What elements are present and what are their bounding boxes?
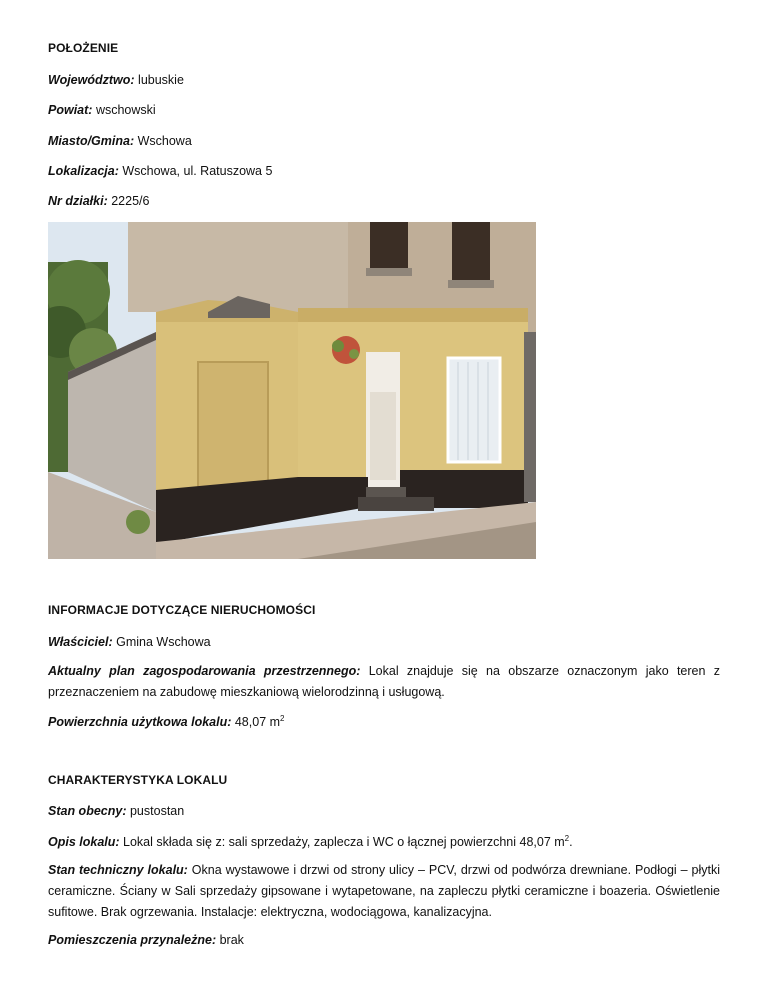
field-value: Wschowa	[137, 134, 192, 148]
field-label: Aktualny plan zagospodarowania przestrzennego:	[48, 664, 361, 678]
field-value: wschowski	[95, 103, 156, 117]
field-label: Stan techniczny lokalu:	[48, 863, 188, 877]
field-value: 2225/6	[111, 194, 150, 208]
field-label: Województwo:	[48, 73, 135, 87]
section-heading-property: INFORMACJE DOTYCZĄCE NIERUCHOMOŚCI	[48, 603, 316, 617]
field-label: Miasto/Gmina:	[48, 134, 135, 148]
field-city	[48, 133, 192, 149]
unit-superscript: 2	[564, 833, 570, 843]
unit-superscript: 2	[280, 713, 285, 723]
field-value: Gmina Wschowa	[116, 635, 211, 649]
field-label: Powierzchnia użytkowa lokalu:	[48, 715, 232, 729]
field-address	[48, 163, 272, 179]
building-photo	[48, 222, 536, 559]
field-value: brak	[219, 933, 244, 947]
field-current-state	[48, 803, 184, 819]
field-voivodeship	[48, 72, 184, 88]
field-label: Stan obecny:	[48, 804, 127, 818]
field-value-tail: .	[569, 835, 573, 849]
field-label: Opis lokalu:	[48, 835, 120, 849]
field-value: 48,07 m	[234, 715, 281, 729]
field-label: Lokalizacja:	[48, 164, 119, 178]
field-value: Okna wystawowe i drzwi od strony ulicy – PCV, drzwi od podwórza drewniane. Podłogi – płytki ceramiczne. Ściany w Sali sprzedaży gipsowane i wytapetowane, na zapleczu płytki ceramiczne i boazeria. Oświetlenie sufitowe. Brak ogrzewania. Instalacje: elektryczna, wodociągowa, kanalizacyjna.	[48, 863, 720, 919]
field-value: Lokal składa się z: sali sprzedaży, zaplecza i WC o łącznej powierzchni 48,07 m	[123, 835, 565, 849]
field-label: Właściciel:	[48, 635, 113, 649]
field-value: lubuskie	[138, 73, 184, 87]
field-label: Pomieszczenia przynależne:	[48, 933, 217, 947]
field-plot-number	[48, 193, 149, 209]
field-label: Powiat:	[48, 103, 93, 117]
field-value: Wschowa, ul. Ratuszowa 5	[122, 164, 273, 178]
field-value: Lokal znajduje się na obszarze oznaczonym jako teren z przeznaczeniem na zabudowę mieszkaniową wielorodzinną i usługową.	[48, 664, 720, 699]
field-unit-description	[48, 834, 573, 850]
field-zoning-plan	[48, 661, 720, 703]
field-technical-condition	[48, 860, 720, 923]
field-label: Nr działki:	[48, 194, 108, 208]
field-ancillary-rooms	[48, 932, 244, 948]
section-heading-location: POŁOŻENIE	[48, 41, 119, 55]
section-heading-unit: CHARAKTERYSTYKA LOKALU	[48, 773, 228, 787]
field-county	[48, 102, 156, 118]
field-owner	[48, 634, 211, 650]
field-usable-area	[48, 714, 284, 730]
field-value: pustostan	[129, 804, 185, 818]
